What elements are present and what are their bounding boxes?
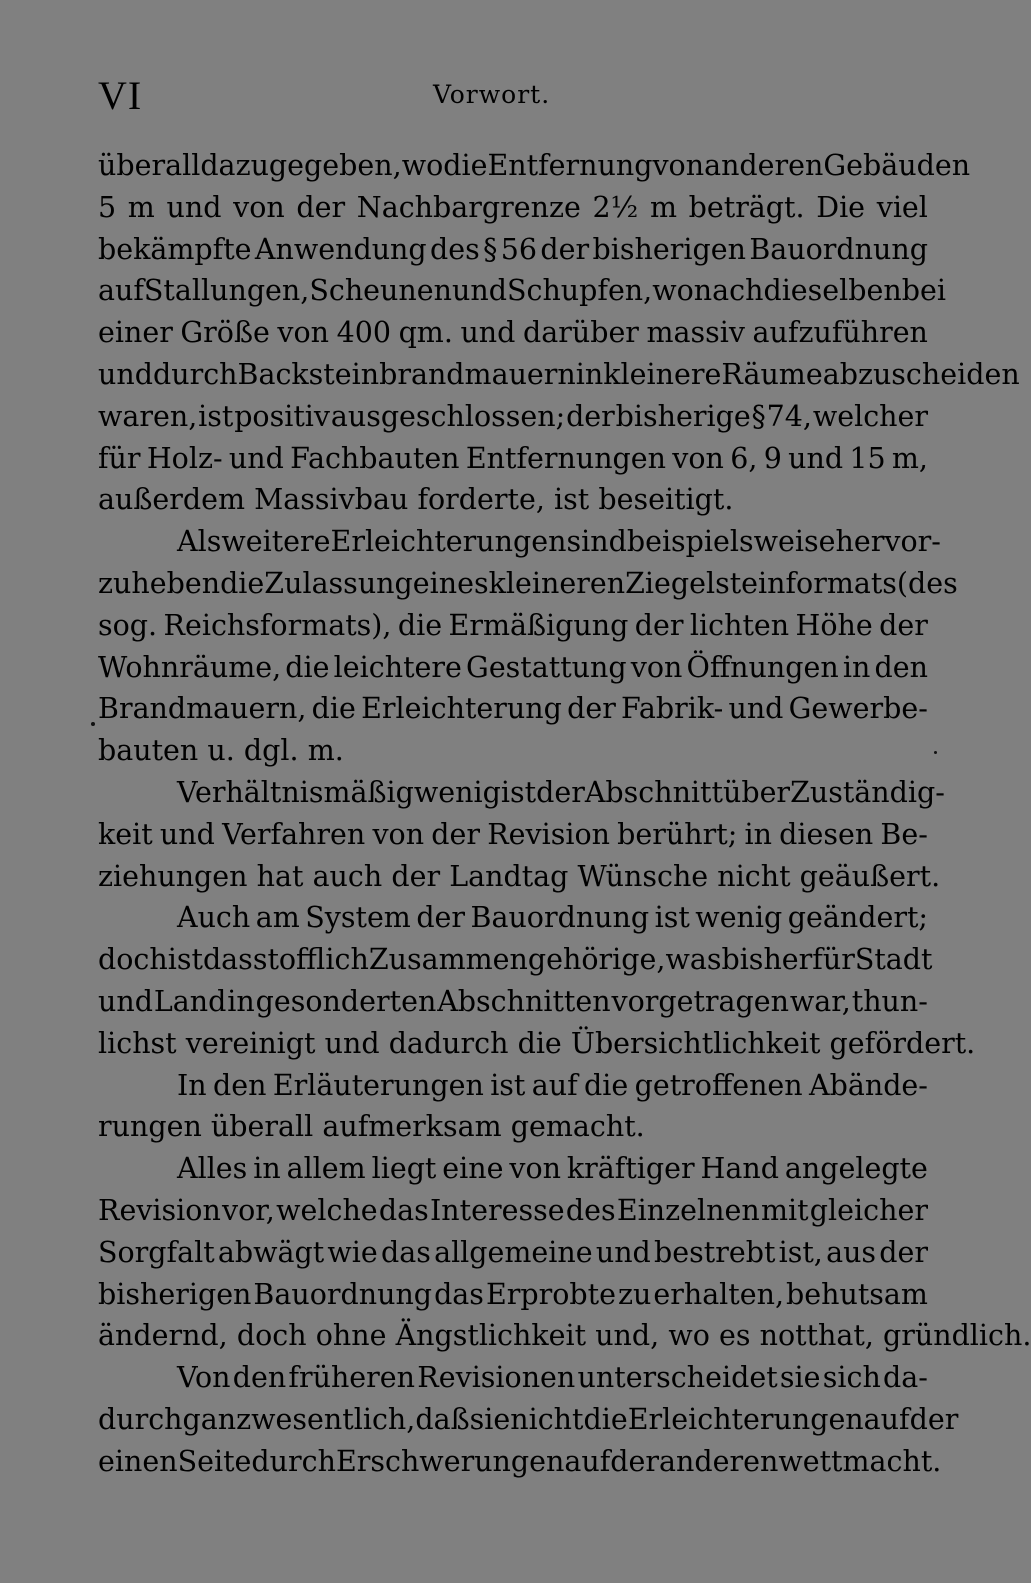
text-line: Als weitere Erleichterungen sind beispielsweise hervor- xyxy=(177,525,941,559)
text-line: für Holz- und Fachbauten Entfernungen von 6, 9 und 15 m, xyxy=(98,441,928,475)
text-line: Alles in allem liegt eine von kräftiger Hand angelegte xyxy=(177,1152,928,1186)
text-line: bauten u. dgl. m. xyxy=(98,734,344,768)
text-line: überall da zugegeben, wo die Entfernung von anderen Gebäuden xyxy=(98,149,971,182)
text-line: 5 m und von der Nachbargrenze 2½ m beträgt. Die viel xyxy=(98,190,928,224)
text-line: Von den früheren Revisionen unterscheidet sie sich da- xyxy=(177,1361,928,1395)
ink-speck xyxy=(91,722,95,726)
text-line: waren, ist positiv ausgeschlossen; der bisherige § 74, welcher xyxy=(98,399,928,433)
text-line: Brandmauern, die Erleichterung der Fabrik- und Gewerbe- xyxy=(98,692,928,726)
text-line: keit und Verfahren von der Revision berührt; in diesen Be- xyxy=(98,817,928,851)
text-line: lichst vereinigt und dadurch die Übersichtlichkeit gefördert. xyxy=(98,1026,976,1060)
text-line: einer Größe von 400 qm. und darüber massiv aufzuführen xyxy=(98,316,928,350)
text-line: ziehungen hat auch der Landtag Wünsche nicht geäußert. xyxy=(98,859,941,893)
text-line: bisherigen Bauordnung das Erprobte zu erhalten, behutsam xyxy=(98,1277,928,1311)
text-line: zuheben die Zulassung eines kleineren Ziegelsteinformats (des xyxy=(98,566,958,600)
body-text xyxy=(98,145,1031,1483)
running-title: Vorwort. xyxy=(433,80,551,109)
text-line: und durch Backsteinbrandmauern in kleinere Räume abzuscheiden xyxy=(98,357,1020,391)
text-line: ändernd, doch ohne Ängstlichkeit und, wo es notthat, gründlich. xyxy=(98,1319,1031,1353)
text-line: rungen überall aufmerksam gemacht. xyxy=(98,1110,645,1144)
text-line: durch ganz wesentlich, daß sie nicht die Erleichterungen auf der xyxy=(98,1402,959,1436)
text-line: einen Seite durch Erschwerungen auf der anderen wett macht. xyxy=(98,1444,942,1478)
text-line: sog. Reichsformats), die Ermäßigung der lichten Höhe der xyxy=(98,608,928,642)
ink-speck xyxy=(934,751,937,754)
text-line: Wohnräume, die leichtere Gestattung von Öffnungen in den xyxy=(98,650,928,684)
text-line: Auch am System der Bauordnung ist wenig geändert; xyxy=(177,901,928,935)
text-line: In den Erläuterungen ist auf die getroffenen Abände- xyxy=(177,1068,928,1102)
text-line: Sorgfalt abwägt wie das allgemeine und bestrebt ist, aus der xyxy=(98,1235,928,1269)
text-line: und Land in gesonderten Abschnitten vorgetragen war, thun- xyxy=(98,984,928,1018)
text-line: doch ist das stofflich Zusammengehörige, was bisher für Stadt xyxy=(98,943,933,977)
text-line: bekämpfte Anwendung des § 56 der bisherigen Bauordnung xyxy=(98,232,928,266)
page-number: VI xyxy=(98,73,143,118)
text-line: außerdem Massivbau forderte, ist beseitigt. xyxy=(98,483,734,517)
text-line: auf Stallungen, Scheunen und Schupfen, wonach dieselben bei xyxy=(98,274,946,308)
text-line: Revision vor, welche das Interesse des Einzelnen mit gleicher xyxy=(98,1193,928,1227)
text-line: Verhältnismäßig wenig ist der Abschnitt über Zuständig- xyxy=(177,775,945,809)
page-header xyxy=(98,68,928,128)
